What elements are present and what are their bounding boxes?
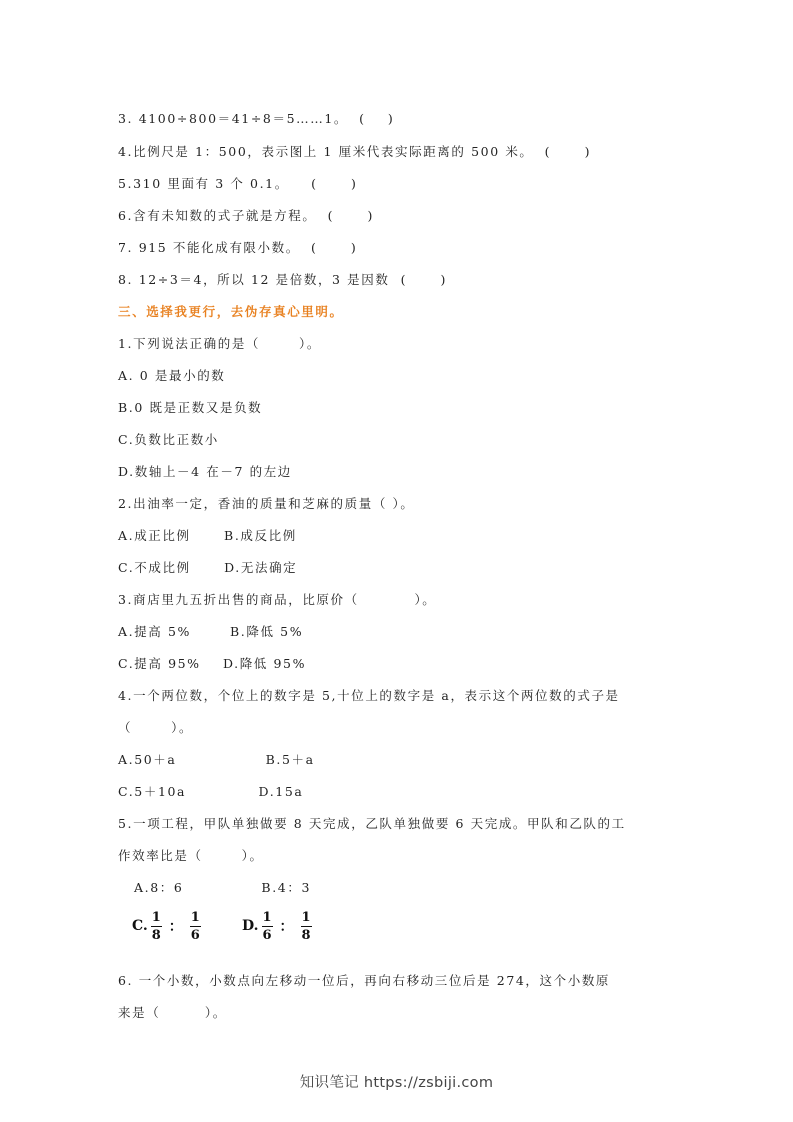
question-line: 5.310 里面有 3 个 0.1。 ( ): [118, 176, 358, 191]
fraction-one-sixth: [262, 910, 273, 943]
question-line: 7. 915 不能化成有限小数。 ( ): [118, 240, 358, 255]
question-line: A. 0 是最小的数: [118, 368, 226, 383]
ratio-colon: ：: [279, 919, 294, 935]
fraction-bar: [190, 926, 201, 927]
question-line: A.8：6 B.4：3: [134, 880, 311, 895]
option-d-label: D.: [242, 918, 259, 934]
denominator: 6: [262, 927, 272, 943]
numerator: 1: [262, 909, 272, 925]
option-c: [132, 906, 204, 946]
section-heading: 三、选择我更行，去伪存真心里明。: [118, 304, 344, 319]
question-line: 8. 12÷3＝4，所以 12 是倍数，3 是因数 ( ): [118, 272, 448, 287]
question-line: 3. 4100÷800＝41÷8＝5……1。 ( ): [118, 111, 395, 126]
ratio-colon: ：: [168, 919, 183, 935]
denominator: 8: [301, 927, 311, 943]
fraction-one-eighth: [301, 910, 312, 943]
question-line: （ ）。: [118, 720, 194, 735]
question-line: D.数轴上－4 在－7 的左边: [118, 464, 292, 479]
numerator: 1: [151, 909, 161, 925]
question-line: C.提高 95% D.降低 95%: [118, 656, 307, 671]
question-line: C.负数比正数小: [118, 432, 219, 447]
question-line: 5.一项工程，甲队单独做要 8 天完成，乙队单独做要 6 天完成。甲队和乙队的工: [118, 816, 626, 831]
question-line: 来是（ ）。: [118, 1005, 227, 1020]
numerator: 1: [301, 909, 311, 925]
option-c-label: C.: [132, 918, 148, 934]
question-line: 6. 一个小数，小数点向左移动一位后，再向右移动三位后是 274，这个小数原: [118, 973, 611, 988]
fraction-one-sixth: [190, 910, 201, 943]
question-line: C.不成比例 D.无法确定: [118, 560, 298, 575]
question-line: 作效率比是（ ）。: [118, 848, 264, 863]
question-line: 2.出油率一定，香油的质量和芝麻的质量（ ）。: [118, 496, 415, 511]
fraction-bar: [151, 926, 162, 927]
fraction-one-eighth: [151, 910, 162, 943]
fraction-bar: [262, 926, 273, 927]
question-line: A.成正比例 B.成反比例: [118, 528, 297, 543]
question-line: 1.下列说法正确的是（ ）。: [118, 336, 321, 351]
fraction-bar: [301, 926, 312, 927]
denominator: 6: [190, 927, 200, 943]
question-line: 4.一个两位数，个位上的数字是 5,十位上的数字是 a，表示这个两位数的式子是: [118, 688, 620, 703]
denominator: 8: [151, 927, 161, 943]
question-line: 4.比例尺是 1：500，表示图上 1 厘米代表实际距离的 500 米。 ( ): [118, 144, 592, 159]
question-line: A.提高 5% B.降低 5%: [118, 624, 304, 639]
question-line: A.50＋a B.5＋a: [118, 752, 315, 767]
question-line: 3.商店里九五折出售的商品，比原价（ ）。: [118, 592, 437, 607]
question-line: 6.含有未知数的式子就是方程。 ( ): [118, 208, 374, 223]
numerator: 1: [190, 909, 200, 925]
question-line: B.0 既是正数又是负数: [118, 400, 263, 415]
question-line: C.5＋10a D.15a: [118, 784, 304, 799]
footer-watermark: 知识笔记 https://zsbiji.com: [299, 1075, 494, 1091]
option-d: [242, 906, 315, 946]
